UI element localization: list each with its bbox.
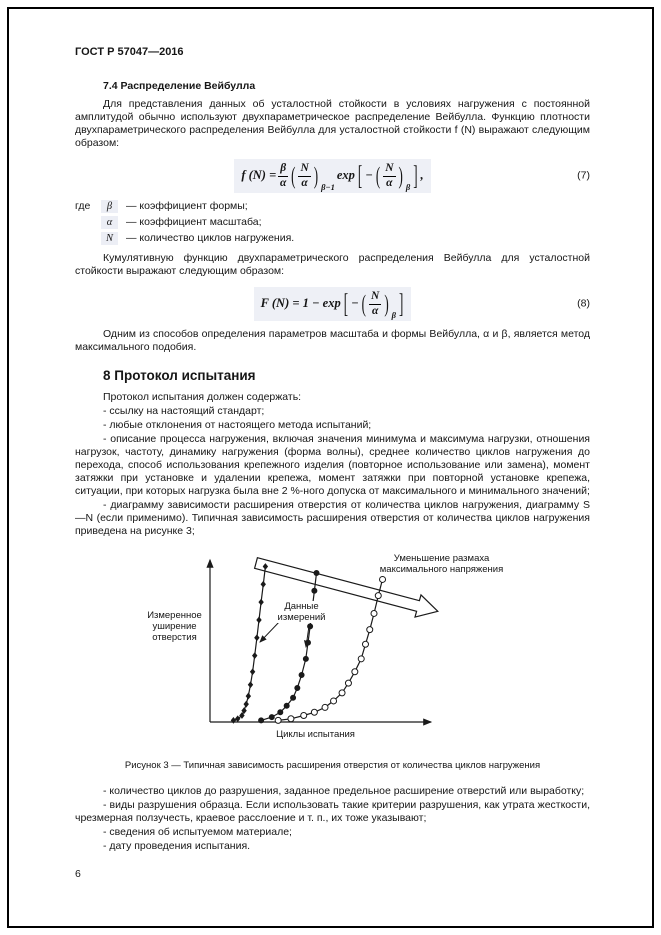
figure-caption: Рисунок 3 — Типичная зависимость расширения отверстия от количества циклов нагружения <box>124 760 541 771</box>
series-marker <box>294 685 299 690</box>
series-marker <box>287 716 293 722</box>
formula-7-body <box>234 159 430 193</box>
series-marker <box>371 610 377 616</box>
series-line <box>261 573 316 720</box>
series-marker <box>322 704 328 710</box>
series-marker <box>311 588 316 593</box>
paren-open: ( <box>375 160 381 190</box>
decrease-trend-label: Уменьшение размаха максимального напряжения <box>379 553 504 575</box>
list-item: - диаграмму зависимости расширения отверстия от количества циклов нагружения, диаграмму S—N (если применимо). Типичная зависимость расширения отверстия от количества циклов нагружения приведена на рисунке 3; <box>75 499 590 537</box>
where-block <box>75 200 590 245</box>
list-item: - дату проведения испытания. <box>103 840 251 852</box>
series-marker <box>252 652 257 659</box>
bracket-open: [ <box>357 158 363 191</box>
series-marker <box>375 593 381 599</box>
symbol-beta: β <box>101 200 118 213</box>
series-marker <box>234 715 239 722</box>
series-marker <box>258 718 263 723</box>
formula-8-body <box>254 287 412 321</box>
document-header: ГОСТ Р 57047—2016 <box>75 46 184 58</box>
section-7-4-heading: 7.4 Распределение Вейбулла <box>103 80 256 92</box>
series-marker <box>230 717 235 724</box>
bracket-open: [ <box>343 286 349 319</box>
series-marker <box>351 669 357 675</box>
series-marker <box>362 641 368 647</box>
symbol-alpha: α <box>101 216 118 229</box>
series-marker <box>330 698 336 704</box>
paren-close: ) <box>313 160 319 190</box>
series-marker <box>275 717 281 723</box>
series-marker <box>254 634 259 641</box>
series-marker <box>300 713 306 719</box>
series-marker <box>284 703 289 708</box>
callout-arrow-left <box>260 620 281 642</box>
series-marker <box>303 656 308 661</box>
definition-alpha: — коэффициент масштаба; <box>126 216 262 228</box>
paren-close: ) <box>398 160 403 190</box>
symbol-n: N <box>101 232 118 245</box>
list-item: - сведения об испытуемом материале; <box>103 826 292 838</box>
paragraph-cumulative-function: Кумулятивную функцию двухпараметрического распределения Вейбулла для усталостной стойкости выражают следующим образом: <box>75 252 590 277</box>
figure3-plot <box>143 548 523 750</box>
x-axis-label: Циклы испытания <box>276 729 355 740</box>
series-marker <box>258 599 263 606</box>
formula-7 <box>75 159 590 193</box>
series-marker <box>277 710 282 715</box>
series-marker <box>345 680 351 686</box>
series-marker <box>256 617 261 624</box>
list-item: - любые отклонения от настоящего метода испытаний; <box>103 419 372 431</box>
fraction-beta-alpha: $\frac{\beta}{\alpha}$ <box>279 162 287 189</box>
definition-beta: — коэффициент формы; <box>126 200 248 212</box>
equation-number-8: (8) <box>577 297 590 310</box>
where-row-alpha <box>75 216 590 229</box>
exp-operator: exp <box>336 168 355 183</box>
definition-n: — количество циклов нагружения. <box>126 232 295 244</box>
series-marker <box>311 709 317 715</box>
exponent-beta: β <box>391 309 397 320</box>
fraction-n-alpha: $\frac{N}{\alpha}$ <box>385 162 394 189</box>
series-marker <box>245 693 250 700</box>
series-marker <box>247 681 252 688</box>
series-marker <box>339 690 345 696</box>
list-item: - количество циклов до разрушения, заданное предельное расширение отверстий или выработку; <box>103 785 585 797</box>
figure-3 <box>143 548 523 750</box>
section-8-heading: 8 Протокол испытания <box>103 368 256 383</box>
exponent-beta: β <box>405 181 411 192</box>
series-marker <box>379 576 385 582</box>
formula-7-tail: , <box>420 168 424 183</box>
list-item: - ссылку на настоящий стандарт; <box>103 405 265 417</box>
bracket-close: ] <box>399 286 404 319</box>
list-item: - описание процесса нагружения, включая значения минимума и максимума нагрузки, отношения нагрузок, частоту, динамику нагружения (форма волны), среднее количество циклов нагружения до перехода, способ использования крепежного изделия (повторное использование или замена), момент затяжки при установке и удалении крепежа, момент затяжки при повторной установке крепежа, ситуации, при которых нагрузка была вне 2 %-ного допуска от максимального и минимального значений; <box>75 433 590 497</box>
y-axis-label: Измеренное уширение отверстия <box>147 610 202 643</box>
series-marker <box>358 656 364 662</box>
paren-close: ) <box>384 288 389 318</box>
series-marker <box>269 715 274 720</box>
formula-8-lhs: F (N) = 1 − exp <box>260 296 341 311</box>
minus-sign: − <box>351 296 359 311</box>
series-marker <box>243 701 248 708</box>
series-marker <box>366 627 372 633</box>
fraction-n-alpha: $\frac{N}{\alpha}$ <box>300 162 309 189</box>
equation-number-7: (7) <box>577 169 590 182</box>
paragraph-max-likelihood: Одним из способов определения параметров масштаба и формы Вейбулла, α и β, является метод максимального подобия. <box>75 328 590 353</box>
series-marker <box>260 581 265 588</box>
series-marker <box>299 673 304 678</box>
list-item: - виды разрушения образца. Если использовать такие критерии разрушения, как утрата жесткости, чрезмерная ползучесть, краевое расслоение и т. п., их тоже указывают; <box>75 799 590 824</box>
series-marker <box>314 570 319 575</box>
exponent-beta-minus-1: β−1 <box>321 181 335 192</box>
where-row-n <box>75 232 590 245</box>
protocol-intro: Протокол испытания должен содержать: <box>103 391 302 403</box>
paren-open: ( <box>361 288 366 318</box>
data-measurements-label: Данные измерений <box>273 601 331 623</box>
bracket-close: ] <box>413 158 418 191</box>
paren-open: ( <box>291 160 296 190</box>
paragraph-weibull-density: Для представления данных об усталостной стойкости в условиях нагружения с постоянной амплитудой обычно используют двухпараметрическое распределение Вейбулла. Функцию плотности двухпараметрического распределения Вейбулла для усталостной стойкости f (N) выражают следующим образом: <box>75 98 590 149</box>
page-number: 6 <box>75 868 81 880</box>
where-row-beta <box>75 200 590 213</box>
series-marker <box>290 695 295 700</box>
formula-8 <box>75 287 590 321</box>
fraction-n-alpha: $\frac{N}{\alpha}$ <box>371 290 380 317</box>
where-label: где <box>75 200 91 212</box>
formula-7-lhs: f (N) = <box>241 168 277 183</box>
series-marker <box>249 668 254 675</box>
minus-sign: − <box>365 168 373 183</box>
